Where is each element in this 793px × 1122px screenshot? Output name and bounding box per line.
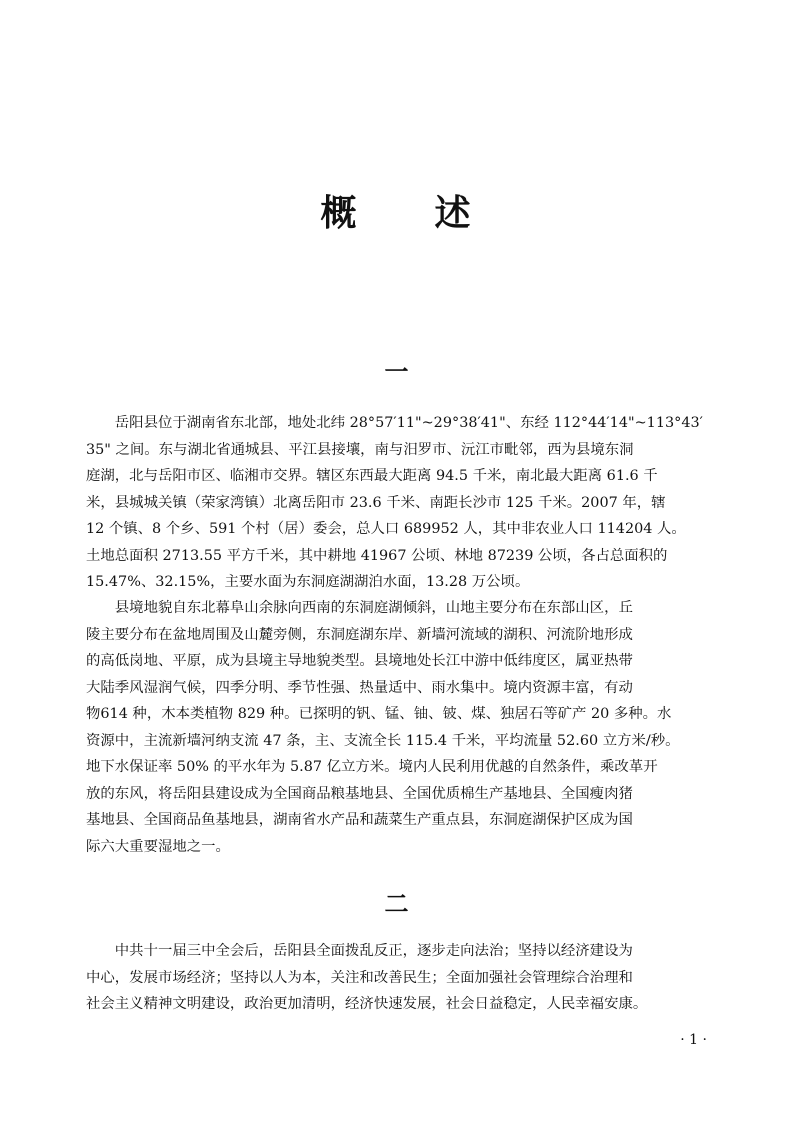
section-marker-1: 一	[384, 358, 409, 386]
text-line: 12 个镇、8 个乡、591 个村（居）委会，总人口 689952 人，其中非农业人口 114204 人。	[86, 521, 686, 537]
text-line: 米，县城城关镇（荣家湾镇）北离岳阳市 23.6 千米、南距长沙市 125 千米。2007 年，辖	[86, 494, 666, 511]
text-line: 15.47%、32.15%，主要水面为东洞庭湖湖泊水面，13.28 万公顷。	[86, 574, 530, 590]
text-line: 陵主要分布在盆地周围及山麓旁侧，东洞庭湖东岸、新墙河流域的湖积、河流阶地形成	[86, 626, 633, 643]
text-line: 物614 种，木本类植物 829 种。已探明的钒、锰、铀、铍、煤、独居石等矿产 20 多种。水	[86, 706, 672, 722]
paragraph-overview-location	[86, 410, 714, 596]
text-line: 的高低岗地、平原，成为县境主导地貌类型。县境地处长江中游中低纬度区，属亚热带	[86, 653, 633, 669]
text-line: 35" 之间。东与湖北省通城县、平江县接壤，南与汨罗市、沅江市毗邻，西为县境东洞	[86, 441, 634, 458]
text-line: 基地县、全国商品鱼基地县，湖南省水产品和蔬菜生产重点县，东洞庭湖保护区成为国	[86, 812, 633, 828]
page-number: · 1 ·	[680, 1032, 707, 1048]
text-line: 资源中，主流新墙河纳支流 47 条，主、支流全长 115.4 千米，平均流量 52.60 立方米/秒。	[86, 732, 680, 749]
paragraph-overview-geography	[86, 595, 714, 860]
text-line: 大陆季风湿润气候，四季分明、季节性强、热量适中、雨水集中。境内资源丰富，有动	[86, 679, 633, 696]
paragraph-development	[86, 938, 714, 1018]
text-line: 中心，发展市场经济；坚持以人为本，关注和改善民生；全面加强社会管理综合治理和	[86, 969, 633, 986]
text-line: 社会主义精神文明建设，政治更加清明，经济快速发展，社会日益稳定，人民幸福安康。	[86, 996, 648, 1012]
text-line: 土地总面积 2713.55 平方千米，其中耕地 41967 公顷、林地 87239 公顷，各占总面积的	[86, 547, 668, 564]
text-line: 地下水保证率 50% 的平水年为 5.87 亿立方米。境内人民利用优越的自然条件，乘改革开	[86, 759, 658, 775]
text-line: 庭湖，北与岳阳市区、临湘市交界。辖区东西最大距离 94.5 千米，南北最大距离 61.6 千	[86, 468, 658, 484]
text-line: 际六大重要湿地之一。	[86, 838, 230, 855]
text-line: 岳阳县位于湖南省东北部，地处北纬 28°57′11"~29°38′41"、东经 112°44′14"~113°43′	[86, 415, 703, 431]
text-line: 县境地貌自东北幕阜山余脉向西南的东洞庭湖倾斜，山地主要分布在东部山区，丘	[86, 600, 633, 616]
section-marker-2: 二	[384, 890, 409, 918]
text-line: 放的东风，将岳阳县建设成为全国商品粮基地县、全国优质棉生产基地县、全国瘦肉猪	[86, 785, 633, 802]
text-line: 中共十一届三中全会后，岳阳县全面拨乱反正，逐步走向法治；坚持以经济建设为	[86, 943, 633, 959]
page-title: 概 述	[320, 193, 473, 234]
